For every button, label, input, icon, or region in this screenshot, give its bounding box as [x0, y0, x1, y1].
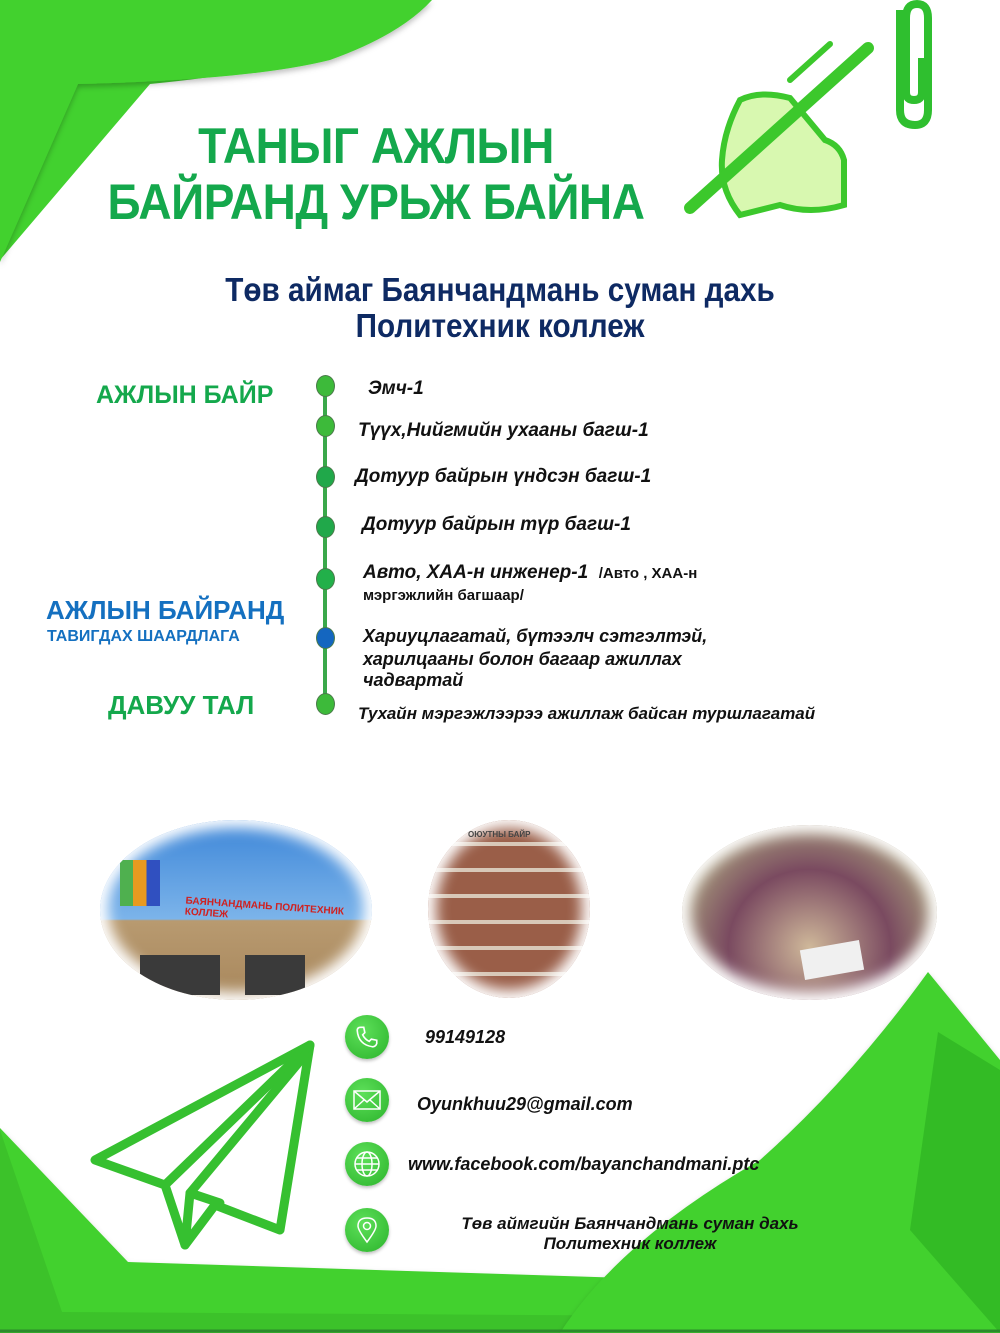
- college-name: [131, 272, 869, 344]
- address-line-2: Политехник коллеж: [543, 1234, 717, 1253]
- title-line-2: БАЙРАНД УРЬЖ БАЙНА: [107, 174, 645, 230]
- job-item: Түүх,Нийгмийн ухааны багш-1: [358, 420, 649, 441]
- requirement-line-2: харилцааны болон багаар ажиллах: [363, 649, 682, 669]
- page-title: [100, 118, 652, 230]
- job-item: Эмч-1: [368, 378, 424, 399]
- envelope-icon: [345, 1078, 389, 1122]
- map-pin-icon: [345, 1208, 389, 1252]
- job-item: Дотуур байрын үндсэн багш-1: [355, 466, 652, 487]
- job-item: Дотуур байрын түр багш-1: [362, 514, 631, 535]
- hand-writing-icon: [680, 40, 880, 220]
- job-item: [363, 562, 697, 585]
- subtitle-line-2: Политехник коллеж: [355, 307, 645, 344]
- phone-number[interactable]: 99149128: [425, 1027, 506, 1047]
- dorm-sign: ОЮУТНЫ БАЙР: [468, 830, 531, 839]
- requirements-section-label: АЖЛЫН БАЙРАНД: [46, 595, 285, 625]
- requirement-line-3: чадвартай: [363, 670, 464, 690]
- jobs-section-label: АЖЛЫН БАЙР: [96, 381, 274, 409]
- timeline-dot: [316, 568, 335, 590]
- building-sign: БАЯНЧАНДМАНЬ ПОЛИТЕХНИК КОЛЛЕЖ: [184, 895, 345, 921]
- paper-plane-icon: [90, 1035, 320, 1255]
- address: [400, 1214, 860, 1254]
- subtitle-line-1: Төв аймаг Баянчандмань суман дахь: [225, 271, 775, 308]
- paperclip-icon: [872, 0, 942, 130]
- job-note-line-2: мэргэжлийн багшаар/: [363, 587, 524, 604]
- timeline-dot: [316, 693, 335, 715]
- phone-icon: [345, 1015, 389, 1059]
- advantage-section-label: ДАВУУ ТАЛ: [108, 690, 255, 720]
- timeline-dot: [316, 375, 335, 397]
- timeline-dot: [316, 415, 335, 437]
- timeline-dot: [316, 466, 335, 488]
- advantage-text: Тухайн мэргэжлээрээ ажиллаж байсан туршлагатай: [358, 704, 816, 723]
- job-note: /Авто , ХАА-н: [598, 565, 698, 582]
- dormitory-photo: [428, 820, 590, 998]
- email-link[interactable]: Oyunkhuu29@gmail.com: [417, 1094, 633, 1114]
- flag: [120, 860, 160, 906]
- timeline-dot: [316, 627, 335, 649]
- job-title: Авто, ХАА-н инженер-1: [363, 562, 589, 583]
- timeline-dot: [316, 516, 335, 538]
- address-line-1: Төв аймгийн Баянчандмань суман дахь: [461, 1214, 799, 1233]
- students-activity-photo: [682, 825, 937, 1000]
- title-line-1: ТАНЫГ АЖЛЫН: [198, 118, 554, 174]
- requirement-line-1: Хариуцлагатай, бүтээлч сэтгэлтэй,: [363, 626, 708, 646]
- facebook-link[interactable]: www.facebook.com/bayanchandmani.ptc: [408, 1154, 760, 1174]
- globe-icon: [345, 1142, 389, 1186]
- college-building-photo: [100, 820, 372, 1000]
- requirements-section-sublabel: ТАВИГДАХ ШААРДЛАГА: [47, 628, 240, 645]
